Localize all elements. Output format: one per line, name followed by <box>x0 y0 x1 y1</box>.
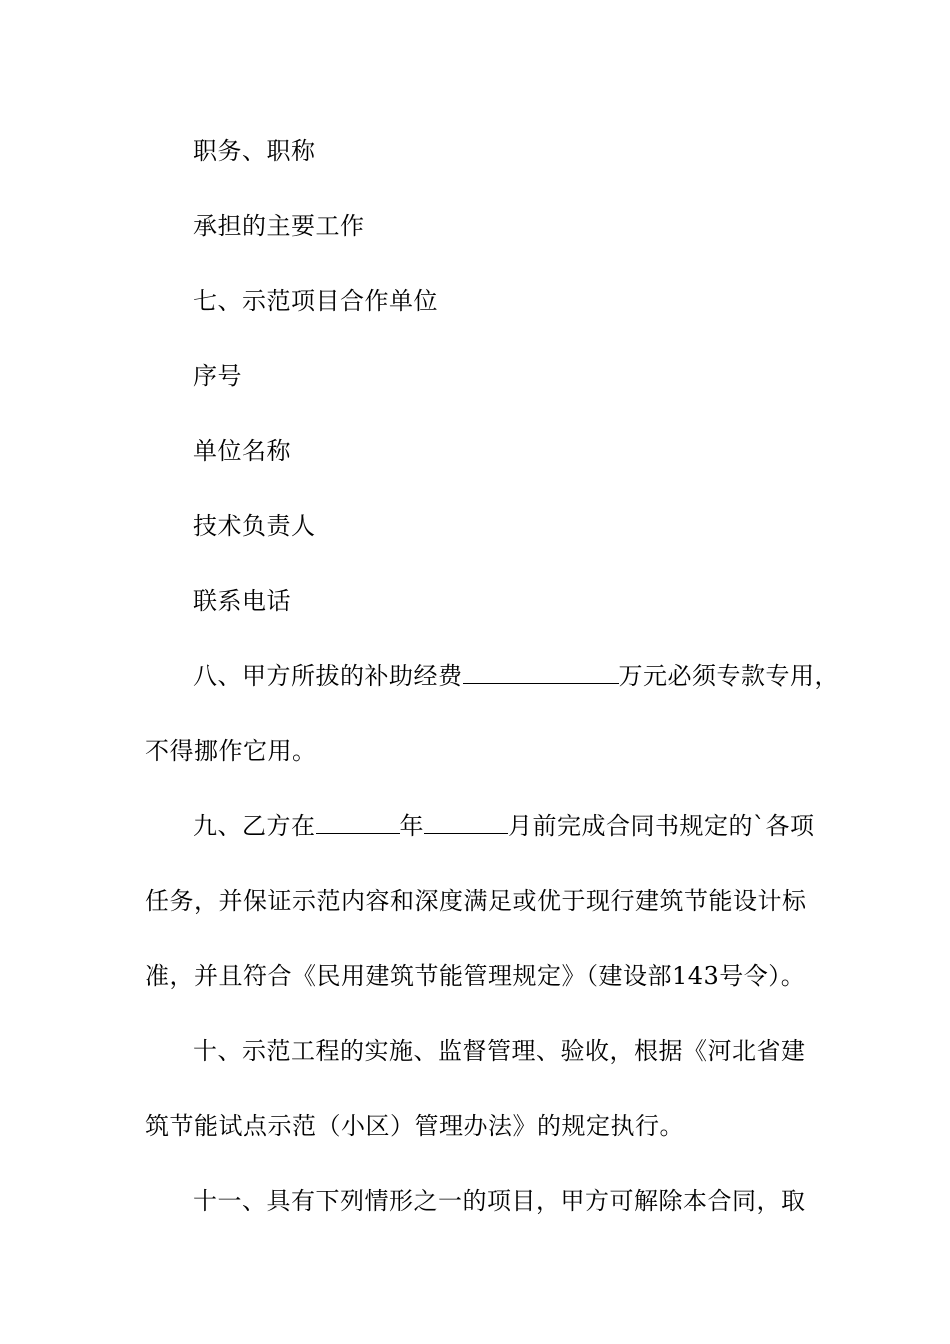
year-blank <box>316 811 400 834</box>
paragraph-eight-text-b: 万元必须专款专用， <box>618 662 839 690</box>
section-heading-seven: 七、示范项目合作单位 <box>193 287 438 315</box>
paragraph-ten-line-2: 筑节能试点示范（小区）管理办法》的规定执行。 <box>145 1112 684 1140</box>
text-line-technical-lead: 技术负责人 <box>193 512 316 540</box>
paragraph-nine-text-c: 月前完成合同书规定的`各项 <box>508 812 815 840</box>
paragraph-nine-text-a: 九、乙方在 <box>193 812 316 840</box>
paragraph-nine-line-3: 准，并且符合《民用建筑节能管理规定》（建设部143号令）。 <box>145 962 806 990</box>
text-line-serial-number: 序号 <box>193 362 242 390</box>
text-line-main-work: 承担的主要工作 <box>193 212 365 240</box>
paragraph-eight-line-1 <box>193 661 873 691</box>
text-line-unit-name: 单位名称 <box>193 437 291 465</box>
paragraph-eight-text-a: 八、甲方所拔的补助经费 <box>193 662 463 690</box>
paragraph-nine-line-1 <box>193 811 873 841</box>
paragraph-ten-line-1: 十、示范工程的实施、监督管理、验收，根据《河北省建 <box>193 1037 806 1065</box>
paragraph-nine-line-2: 任务，并保证示范内容和深度满足或优于现行建筑节能设计标 <box>145 887 807 915</box>
text-line-phone: 联系电话 <box>193 587 291 615</box>
paragraph-nine-text-b: 年 <box>399 812 424 840</box>
paragraph-eight-line-2: 不得挪作它用。 <box>145 737 317 765</box>
month-blank <box>424 811 508 834</box>
text-line-position-title: 职务、职称 <box>193 137 316 165</box>
subsidy-amount-blank <box>463 661 619 684</box>
paragraph-eleven-line-1: 十一、具有下列情形之一的项目，甲方可解除本合同，取 <box>193 1187 806 1215</box>
